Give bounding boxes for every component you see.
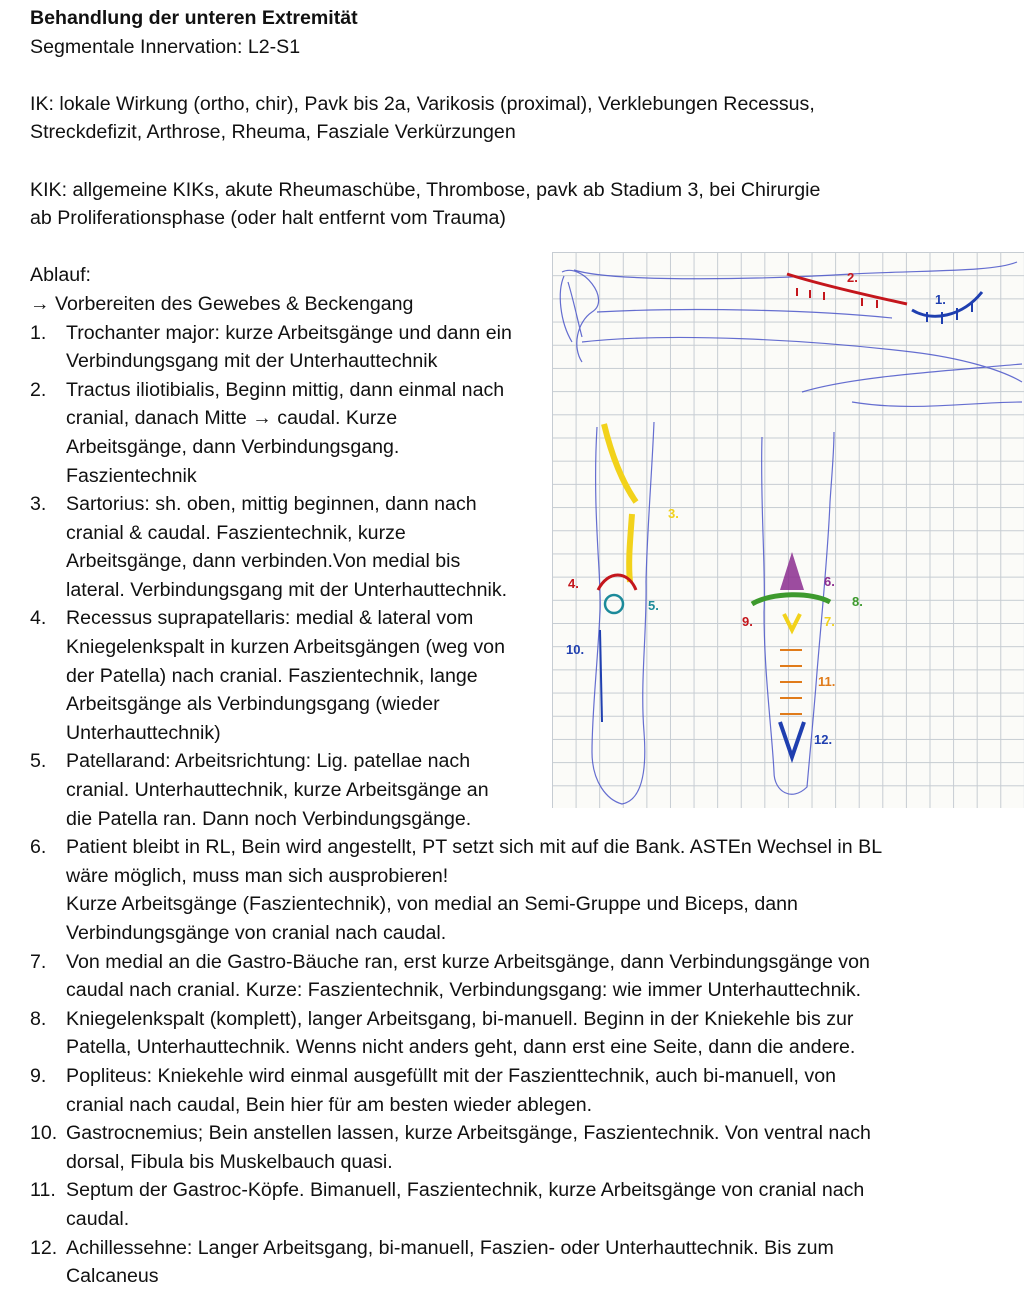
step-item	[30, 1176, 1005, 1233]
step-text-line: dorsal, Fibula bis Muskelbauch quasi.	[66, 1150, 393, 1173]
sketch-label-12: 12.	[814, 732, 833, 747]
step-text-line: caudal nach cranial. Kurze: Faszientechnik, Verbindungsgang: wie immer Unterhauttechnik.	[66, 979, 862, 1002]
step-text-line: Verbindungsgang mit der Unterhauttechnik	[66, 350, 438, 373]
marker-5-teal	[605, 595, 659, 613]
step-item	[30, 1005, 1005, 1062]
marker-2-red	[787, 270, 907, 308]
step-text-line: wäre möglich, muss man sich ausprobieren!	[66, 864, 449, 887]
step-text-line: Sartorius: sh. oben, mittig beginnen, dann nach	[66, 493, 477, 516]
step-text-line: Kurze Arbeitsgänge (Faszientechnik), von medial an Semi-Gruppe und Biceps, dann	[66, 893, 798, 916]
step-number: 4.	[30, 607, 47, 630]
step-text-line: Patellarand: Arbeitsrichtung: Lig. patellae nach	[66, 750, 471, 773]
marker-9-red	[742, 614, 753, 629]
marker-3-yellow	[604, 424, 679, 582]
step-text-line: Calcaneus	[66, 1265, 159, 1288]
step-number: 11.	[30, 1179, 56, 1202]
lying-leg-outline	[560, 262, 1022, 406]
step-number: 7.	[30, 950, 47, 973]
step-text-line: Faszientechnik	[66, 464, 197, 487]
marker-1-blue	[912, 292, 982, 324]
sketch-label-2: 2.	[847, 270, 858, 285]
ablauf-intro: → Vorbereiten des Gewebes & Beckengang	[30, 292, 414, 315]
ablauf-heading: Ablauf:	[30, 264, 92, 287]
step-number: 2.	[30, 378, 47, 401]
marker-7-yellow	[784, 614, 835, 630]
sketch-drawing	[552, 252, 1024, 808]
marker-11-orange	[780, 650, 835, 714]
leg-sketch	[552, 252, 1024, 808]
sketch-label-9: 9.	[742, 614, 753, 629]
step-item	[30, 1234, 1005, 1291]
step-number: 12.	[30, 1236, 58, 1259]
step-text-line: Tractus iliotibialis, Beginn mittig, dann einmal nach	[66, 378, 505, 401]
step-text-line: der Patella) nach cranial. Faszientechnik, lange	[66, 664, 478, 687]
step-number: 5.	[30, 750, 47, 773]
sketch-label-4: 4.	[568, 576, 579, 591]
step-text-line: Achillessehne: Langer Arbeitsgang, bi-manuell, Faszien- oder Unterhauttechnik. Bis zum	[66, 1236, 834, 1259]
step-text-line: Arbeitsgänge als Verbindungsgang (wieder	[66, 693, 440, 716]
step-text-line: Patella, Unterhauttechnik. Wenns nicht anders geht, dann erst eine Seite, dann die andere.	[66, 1036, 856, 1059]
kik-line-2: ab Proliferationsphase (oder halt entfernt vom Trauma)	[30, 207, 506, 230]
step-text-line: Septum der Gastroc-Köpfe. Bimanuell, Faszientechnik, kurze Arbeitsgänge von cranial nach	[66, 1179, 865, 1202]
step-text-line: caudal.	[66, 1207, 130, 1230]
ik-line-2: Streckdefizit, Arthrose, Rheuma, Fasziale Verkürzungen	[30, 121, 516, 144]
marker-8-green	[752, 594, 863, 609]
step-text-line: Von medial an die Gastro-Bäuche ran, erst kurze Arbeitsgänge, dann Verbindungsgänge von	[66, 950, 870, 973]
step-item	[30, 948, 1005, 1005]
step-text-line: Recessus suprapatellaris: medial & lateral vom	[66, 607, 474, 630]
step-item	[30, 1062, 1005, 1119]
sketch-label-7: 7.	[824, 614, 835, 629]
ik-line-1: IK: lokale Wirkung (ortho, chir), Pavk bis 2a, Varikosis (proximal), Verklebungen Recessus,	[30, 92, 815, 115]
step-number: 6.	[30, 836, 47, 859]
step-text-line: Gastrocnemius; Bein anstellen lassen, kurze Arbeitsgänge, Faszientechnik. Von ventral nach	[66, 1122, 871, 1145]
step-text-line: Patient bleibt in RL, Bein wird angestellt, PT setzt sich mit auf die Bank. ASTEn Wechsel in BL	[66, 836, 883, 859]
step-text-line: Popliteus: Kniekehle wird einmal ausgefüllt mit der Faszienttechnik, auch bi-manuell, von	[66, 1064, 836, 1087]
step-text-line: Unterhauttechnik)	[66, 721, 221, 744]
sketch-label-10: 10.	[566, 642, 585, 657]
sketch-label-6: 6.	[824, 574, 835, 589]
step-text-line: Verbindungsgänge von cranial nach caudal.	[66, 922, 447, 944]
step-number: 8.	[30, 1007, 47, 1030]
sketch-label-3: 3.	[668, 506, 679, 521]
step-item	[30, 833, 1005, 947]
step-text-line: Trochanter major: kurze Arbeitsgänge und dann ein	[66, 321, 512, 344]
marker-12-blue	[780, 722, 832, 757]
page-subtitle: Segmentale Innervation: L2-S1	[30, 35, 301, 58]
step-number: 3.	[30, 493, 47, 516]
sketch-label-1: 1.	[935, 292, 946, 307]
step-text-line: lateral. Verbindungsgang mit der Unterhauttechnik.	[66, 578, 508, 601]
step-text-line: cranial & caudal. Faszientechnik, kurze	[66, 521, 406, 544]
step-text-line: die Patella ran. Dann noch Verbindungsgänge.	[66, 807, 472, 830]
step-number: 10.	[30, 1122, 58, 1145]
step-number: 9.	[30, 1064, 47, 1087]
step-text-line: cranial nach caudal, Bein hier für am besten wieder ablegen.	[66, 1093, 593, 1116]
sketch-label-5: 5.	[648, 598, 659, 613]
page-title: Behandlung der unteren Extremität	[30, 7, 358, 29]
step-item	[30, 1119, 1005, 1176]
marker-4-red	[568, 575, 636, 591]
sketch-label-8: 8.	[852, 594, 863, 609]
step-text-line: Kniegelenkspalt (komplett), langer Arbeitsgang, bi-manuell. Beginn in der Kniekehle bis zur	[66, 1007, 854, 1030]
step-number: 1.	[30, 321, 47, 344]
step-text-line: cranial. Unterhauttechnik, kurze Arbeitsgänge an	[66, 779, 489, 802]
step-text-line: cranial, danach Mitte → caudal. Kurze	[66, 407, 398, 430]
marker-10-blue	[566, 630, 602, 722]
step-text-line: Kniegelenkspalt in kurzen Arbeitsgängen (weg von	[66, 636, 505, 659]
kik-line-1: KIK: allgemeine KIKs, akute Rheumaschübe, Thrombose, pavk ab Stadium 3, bei Chirurgie	[30, 178, 821, 201]
sketch-label-11: 11.	[818, 674, 836, 689]
step-text-line: Arbeitsgänge, dann Verbindungsgang.	[66, 435, 400, 458]
step-text-line: Arbeitsgänge, dann verbinden.Von medial bis	[66, 550, 461, 573]
